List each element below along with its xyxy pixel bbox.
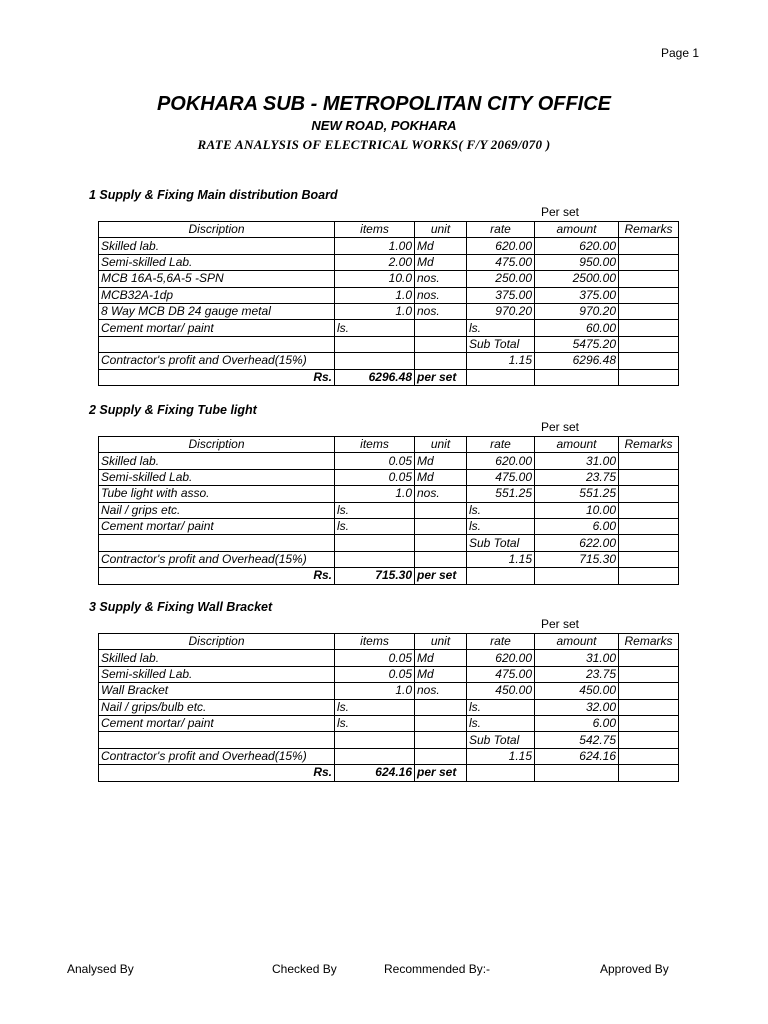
items-cell: ls. xyxy=(335,699,415,715)
column-header: rate xyxy=(467,634,535,650)
overhead-row xyxy=(99,748,679,764)
table-cell xyxy=(619,748,679,764)
table-row xyxy=(99,453,679,469)
overhead-label: Contractor's profit and Overhead(15%) xyxy=(99,748,335,764)
amount-cell: 2500.00 xyxy=(535,271,619,287)
amount-cell: 551.25 xyxy=(535,486,619,502)
remarks-cell xyxy=(619,271,679,287)
remarks-cell xyxy=(619,666,679,682)
section-heading: 3 Supply & Fixing Wall Bracket xyxy=(89,600,273,614)
amount-cell: 950.00 xyxy=(535,254,619,270)
subtotal-amount: 5475.20 xyxy=(535,336,619,352)
column-header: unit xyxy=(415,437,467,453)
unit-cell: Md xyxy=(415,238,467,254)
page-number: Page 1 xyxy=(661,46,700,60)
rate-cell: ls. xyxy=(467,502,535,518)
unit-cell xyxy=(415,518,467,534)
table-row xyxy=(99,486,679,502)
unit-cell: Md xyxy=(415,666,467,682)
items-cell: 0.05 xyxy=(335,469,415,485)
subtotal-row xyxy=(99,535,679,551)
table-cell xyxy=(619,551,679,567)
description-cell: Cement mortar/ paint xyxy=(99,320,335,336)
unit-cell: Md xyxy=(415,254,467,270)
section-heading: 2 Supply & Fixing Tube light xyxy=(89,403,257,417)
subtotal-amount: 542.75 xyxy=(535,732,619,748)
overhead-amount: 624.16 xyxy=(535,748,619,764)
overhead-factor: 1.15 xyxy=(467,551,535,567)
amount-cell: 10.00 xyxy=(535,502,619,518)
description-cell: Wall Bracket xyxy=(99,683,335,699)
rate-cell: 551.25 xyxy=(467,486,535,502)
unit-cell xyxy=(415,715,467,731)
per-set-label: Per set xyxy=(541,205,580,219)
table-header-row xyxy=(99,222,679,238)
amount-cell: 6.00 xyxy=(535,518,619,534)
items-cell: 0.05 xyxy=(335,453,415,469)
table-cell xyxy=(335,748,415,764)
column-header: unit xyxy=(415,222,467,238)
subtotal-amount: 622.00 xyxy=(535,535,619,551)
remarks-cell xyxy=(619,303,679,319)
column-header: amount xyxy=(535,222,619,238)
column-header: items xyxy=(335,634,415,650)
table-row xyxy=(99,502,679,518)
table-cell xyxy=(335,551,415,567)
table-cell xyxy=(99,336,335,352)
total-amount: 6296.48 xyxy=(335,369,415,385)
total-label: Rs. xyxy=(99,765,335,781)
description-cell: Nail / grips etc. xyxy=(99,502,335,518)
subtotal-label: Sub Total xyxy=(467,336,535,352)
table-cell xyxy=(535,568,619,584)
items-cell: 0.05 xyxy=(335,666,415,682)
description-cell: Skilled lab. xyxy=(99,650,335,666)
items-cell: 1.0 xyxy=(335,303,415,319)
table-cell xyxy=(619,336,679,352)
unit-cell: Md xyxy=(415,650,467,666)
remarks-cell xyxy=(619,254,679,270)
unit-cell: nos. xyxy=(415,287,467,303)
total-label: Rs. xyxy=(99,369,335,385)
items-cell: ls. xyxy=(335,502,415,518)
subtotal-row xyxy=(99,732,679,748)
table-row xyxy=(99,254,679,270)
overhead-label: Contractor's profit and Overhead(15%) xyxy=(99,353,335,369)
column-header: Remarks xyxy=(619,634,679,650)
table-cell xyxy=(619,568,679,584)
section-heading: 1 Supply & Fixing Main distribution Board xyxy=(89,188,338,202)
unit-cell: nos. xyxy=(415,683,467,699)
description-cell: Semi-skilled Lab. xyxy=(99,469,335,485)
overhead-factor: 1.15 xyxy=(467,353,535,369)
total-unit: per set xyxy=(415,765,467,781)
rate-cell: ls. xyxy=(467,715,535,731)
description-cell: Tube light with asso. xyxy=(99,486,335,502)
table-row xyxy=(99,271,679,287)
overhead-row xyxy=(99,353,679,369)
table-row xyxy=(99,650,679,666)
remarks-cell xyxy=(619,502,679,518)
table-cell xyxy=(415,353,467,369)
subtotal-label: Sub Total xyxy=(467,732,535,748)
checked-by-label: Checked By xyxy=(272,962,337,976)
description-cell: Cement mortar/ paint xyxy=(99,715,335,731)
rate-table xyxy=(98,633,679,782)
table-cell xyxy=(535,765,619,781)
amount-cell: 32.00 xyxy=(535,699,619,715)
description-cell: Semi-skilled Lab. xyxy=(99,666,335,682)
items-cell: ls. xyxy=(335,715,415,731)
remarks-cell xyxy=(619,683,679,699)
table-cell xyxy=(619,369,679,385)
remarks-cell xyxy=(619,518,679,534)
table-cell xyxy=(619,353,679,369)
total-unit: per set xyxy=(415,369,467,385)
description-cell: Semi-skilled Lab. xyxy=(99,254,335,270)
amount-cell: 23.75 xyxy=(535,469,619,485)
table-row xyxy=(99,666,679,682)
column-header: rate xyxy=(467,437,535,453)
total-row xyxy=(99,369,679,385)
amount-cell: 375.00 xyxy=(535,287,619,303)
table-cell xyxy=(619,535,679,551)
subtotal-row xyxy=(99,336,679,352)
items-cell: 2.00 xyxy=(335,254,415,270)
table-cell xyxy=(415,748,467,764)
remarks-cell xyxy=(619,699,679,715)
rate-cell: ls. xyxy=(467,699,535,715)
total-amount: 715.30 xyxy=(335,568,415,584)
items-cell: 10.0 xyxy=(335,271,415,287)
description-cell: Skilled lab. xyxy=(99,453,335,469)
table-cell xyxy=(335,535,415,551)
remarks-cell xyxy=(619,238,679,254)
table-cell xyxy=(335,732,415,748)
remarks-cell xyxy=(619,486,679,502)
remarks-cell xyxy=(619,320,679,336)
description-cell: Cement mortar/ paint xyxy=(99,518,335,534)
table-cell xyxy=(99,535,335,551)
remarks-cell xyxy=(619,287,679,303)
remarks-cell xyxy=(619,469,679,485)
column-header: amount xyxy=(535,437,619,453)
total-unit: per set xyxy=(415,568,467,584)
per-set-label: Per set xyxy=(541,617,580,631)
items-cell: 1.0 xyxy=(335,287,415,303)
amount-cell: 31.00 xyxy=(535,453,619,469)
rate-cell: ls. xyxy=(467,320,535,336)
column-header: Discription xyxy=(99,437,335,453)
column-header: Discription xyxy=(99,222,335,238)
analysed-by-label: Analysed By xyxy=(67,962,134,976)
table-cell xyxy=(415,732,467,748)
amount-cell: 620.00 xyxy=(535,238,619,254)
rate-cell: 250.00 xyxy=(467,271,535,287)
page-subtitle: NEW ROAD, POKHARA xyxy=(311,118,457,133)
column-header: Remarks xyxy=(619,437,679,453)
table-row xyxy=(99,683,679,699)
description-cell: MCB32A-1dp xyxy=(99,287,335,303)
page-title: POKHARA SUB - METROPOLITAN CITY OFFICE xyxy=(156,93,612,115)
items-cell: ls. xyxy=(335,320,415,336)
rate-analysis-title: RATE ANALYSIS OF ELECTRICAL WORKS( F/Y 2069/070 ) xyxy=(197,137,551,152)
rate-cell: 475.00 xyxy=(467,254,535,270)
rate-table xyxy=(98,221,679,386)
table-header-row xyxy=(99,634,679,650)
rate-cell: 620.00 xyxy=(467,650,535,666)
rate-cell: 450.00 xyxy=(467,683,535,699)
table-cell xyxy=(535,369,619,385)
description-cell: Skilled lab. xyxy=(99,238,335,254)
unit-cell xyxy=(415,502,467,518)
table-cell xyxy=(467,765,535,781)
table-cell xyxy=(415,535,467,551)
description-cell: Nail / grips/bulb etc. xyxy=(99,699,335,715)
items-cell: 1.0 xyxy=(335,683,415,699)
column-header: unit xyxy=(415,634,467,650)
items-cell: ls. xyxy=(335,518,415,534)
column-header: amount xyxy=(535,634,619,650)
unit-cell: Md xyxy=(415,469,467,485)
rate-cell: 970.20 xyxy=(467,303,535,319)
rate-cell: 375.00 xyxy=(467,287,535,303)
total-row xyxy=(99,568,679,584)
table-cell xyxy=(619,732,679,748)
unit-cell xyxy=(415,320,467,336)
amount-cell: 60.00 xyxy=(535,320,619,336)
per-set-label: Per set xyxy=(541,420,580,434)
column-header: items xyxy=(335,222,415,238)
overhead-factor: 1.15 xyxy=(467,748,535,764)
table-cell xyxy=(619,765,679,781)
unit-cell: nos. xyxy=(415,486,467,502)
table-cell xyxy=(467,369,535,385)
unit-cell: Md xyxy=(415,453,467,469)
table-row xyxy=(99,303,679,319)
unit-cell: nos. xyxy=(415,303,467,319)
total-amount: 624.16 xyxy=(335,765,415,781)
overhead-row xyxy=(99,551,679,567)
unit-cell: nos. xyxy=(415,271,467,287)
subtotal-label: Sub Total xyxy=(467,535,535,551)
remarks-cell xyxy=(619,453,679,469)
column-header: items xyxy=(335,437,415,453)
remarks-cell xyxy=(619,650,679,666)
recommended-by-label: Recommended By:- xyxy=(384,962,491,976)
column-header: Discription xyxy=(99,634,335,650)
amount-cell: 6.00 xyxy=(535,715,619,731)
rate-cell: ls. xyxy=(467,518,535,534)
description-cell: 8 Way MCB DB 24 gauge metal xyxy=(99,303,335,319)
table-cell xyxy=(415,336,467,352)
table-row xyxy=(99,518,679,534)
amount-cell: 970.20 xyxy=(535,303,619,319)
table-row xyxy=(99,699,679,715)
table-header-row xyxy=(99,437,679,453)
description-cell: MCB 16A-5,6A-5 -SPN xyxy=(99,271,335,287)
rate-cell: 620.00 xyxy=(467,238,535,254)
table-row xyxy=(99,469,679,485)
overhead-amount: 715.30 xyxy=(535,551,619,567)
amount-cell: 23.75 xyxy=(535,666,619,682)
table-row xyxy=(99,320,679,336)
unit-cell xyxy=(415,699,467,715)
table-cell xyxy=(99,732,335,748)
total-label: Rs. xyxy=(99,568,335,584)
rate-table xyxy=(98,436,679,585)
table-cell xyxy=(415,551,467,567)
approved-by-label: Approved By xyxy=(600,962,669,976)
table-row xyxy=(99,715,679,731)
items-cell: 1.0 xyxy=(335,486,415,502)
items-cell: 0.05 xyxy=(335,650,415,666)
rate-cell: 475.00 xyxy=(467,469,535,485)
total-row xyxy=(99,765,679,781)
amount-cell: 450.00 xyxy=(535,683,619,699)
rate-cell: 475.00 xyxy=(467,666,535,682)
table-cell xyxy=(335,353,415,369)
remarks-cell xyxy=(619,715,679,731)
overhead-label: Contractor's profit and Overhead(15%) xyxy=(99,551,335,567)
column-header: Remarks xyxy=(619,222,679,238)
table-cell xyxy=(335,336,415,352)
rate-cell: 620.00 xyxy=(467,453,535,469)
amount-cell: 31.00 xyxy=(535,650,619,666)
table-row xyxy=(99,287,679,303)
items-cell: 1.00 xyxy=(335,238,415,254)
table-row xyxy=(99,238,679,254)
column-header: rate xyxy=(467,222,535,238)
table-cell xyxy=(467,568,535,584)
overhead-amount: 6296.48 xyxy=(535,353,619,369)
